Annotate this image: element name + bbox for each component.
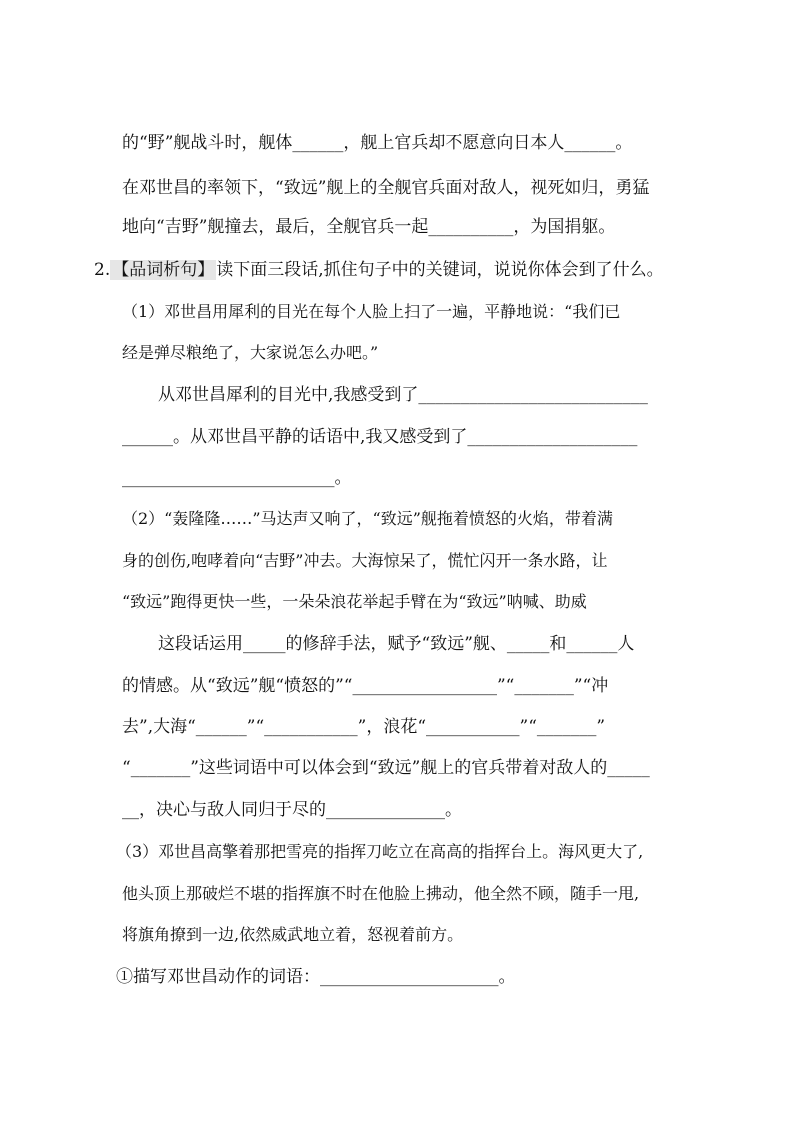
answer-2-line-4: “_______”这些词语中可以体会到“致远”舰上的官兵带着对敌人的_____: [122, 758, 650, 778]
question-2-heading: [94, 258, 664, 282]
question-2-number: 2.: [94, 260, 111, 280]
sub-question-1: ①描写邓世昌动作的词语：_____________________。: [116, 967, 516, 987]
excerpt-2-line-1: （2）“轰隆隆……”马达声又响了，“致远”舰拖着愤怒的火焰，带着满: [122, 509, 613, 528]
excerpt-1-line-1: （1）邓世昌用犀利的目光在每个人脸上扫了一遍，平静地说：“我们已: [122, 302, 621, 321]
answer-1-line-3: _________________________。: [122, 468, 352, 488]
excerpt-2-line-2: 身的创伤,咆哮着向“吉野”冲去。大海惊呆了，慌忙闪开一条水路，让: [122, 551, 608, 570]
passage-line-1: 的“野”舰战斗时，舰体______，舰上官兵却不愿意向日本人______。: [122, 133, 633, 153]
excerpt-2-line-3: “致远”跑得更快一些，一朵朵浪花举起手臂在为“致远”呐喊、助威: [122, 592, 587, 611]
answer-2-line-5: __，决心与敌人同归于尽的______________。: [122, 800, 462, 820]
question-2-instruction: 读下面三段话,抓住句子中的关键词，说说你体会到了什么。: [216, 260, 664, 280]
passage-line-2: 在邓世昌的率领下，“致远”舰上的全舰官兵面对敌人，视死如归，勇猛: [122, 178, 650, 198]
excerpt-3-line-2: 他头顶上那破烂不堪的指挥旗不时在他脸上拂动，他全然不顾，随手一甩,: [122, 884, 640, 903]
excerpt-3-line-1: （3）邓世昌高擎着那把雪亮的指挥刀屹立在高高的指挥台上。海风更大了,: [116, 842, 644, 861]
answer-2-line-1: 这段话运用_____的修辞手法，赋予“致远”舰、_____和______人: [158, 634, 635, 654]
excerpt-1-line-2: 经是弹尽粮绝了，大家说怎么办吧。”: [122, 343, 379, 362]
question-2-tag: 【品词析句】: [112, 260, 215, 280]
excerpt-3-line-3: 将旗角撩到一边,依然威武地立着，怒视着前方。: [122, 925, 464, 944]
passage-line-3: 地向“吉野”舰撞去，最后，全舰官兵一起__________，为国捐躯。: [122, 217, 616, 237]
answer-2-line-3: 去”,大海“______”“___________”，浪花“___________”“_______”: [122, 717, 606, 737]
answer-1-line-2: ______。从邓世昌平静的话语中,我又感受到了____________________: [122, 427, 638, 447]
answer-1-line-1: 从邓世昌犀利的目光中,我感受到了___________________________: [158, 385, 648, 405]
answer-2-line-2: 的情感。从“致远”舰“愤怒的”“_________________”“_______”“冲: [122, 676, 609, 696]
